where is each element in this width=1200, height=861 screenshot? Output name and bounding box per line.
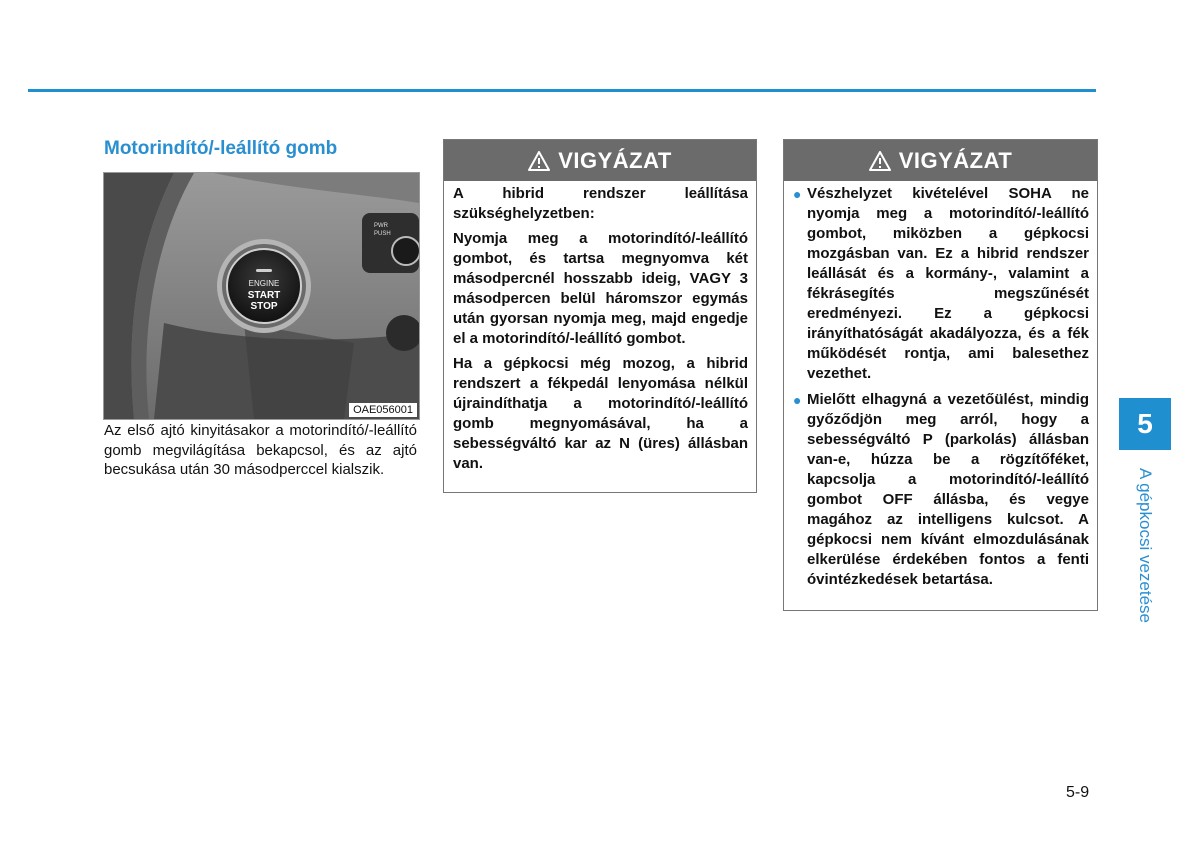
figure-code: OAE056001 xyxy=(349,403,417,417)
chapter-number-tab: 5 xyxy=(1119,398,1171,450)
bullet-icon: ● xyxy=(793,186,802,202)
bullet-icon: ● xyxy=(793,392,802,408)
caution-heading: VIGYÁZAT xyxy=(898,147,1013,173)
intro-text: Az első ajtó kinyitásakor a motorindító/-leállító gomb megvilágítása bekapcsol, és az ajtó becsukása után 30 másodperccel kialszik. xyxy=(104,422,417,478)
caution-header xyxy=(784,140,1097,181)
caution-heading: VIGYÁZAT xyxy=(558,147,672,173)
warning-triangle-icon xyxy=(869,151,891,171)
caution-box-right xyxy=(783,139,1098,611)
engine-start-stop-photo xyxy=(103,172,420,420)
section-title: Motorindító/-leállító gomb xyxy=(104,138,338,159)
svg-text:PUSH xyxy=(374,231,391,237)
svg-text:PWR xyxy=(374,223,389,229)
caution-bullet-item xyxy=(793,184,1089,384)
caution-bullet-item xyxy=(793,390,1089,590)
button-text-engine: ENGINE xyxy=(248,279,280,288)
caution-bullet-text: Vészhelyzet kivételével SOHA ne nyomja meg a motorindító/-leállító gombot, miközben a gépkocsi mozgásban van. Ez a hibrid rendszer leállását és a kormány-, valamint a fékrásegítés megszűnését eredményezi. Ez a gépkocsi irányíthatóságát akadályozza, és a fék működését rontja, ami balesethez vezethet. xyxy=(807,185,1089,382)
caution-paragraph: A hibrid rendszer leállítása szükséghelyzetben: xyxy=(453,185,748,222)
button-text-stop: STOP xyxy=(250,301,278,312)
button-text-start: START xyxy=(247,290,281,301)
caution-bullet-text: Mielőtt elhagyná a vezetőülést, mindig győződjön meg arról, hogy a sebességváltó P (parkolás) állásban van-e, húzza be a rögzítőféket, kapcsolja a motorindító/-leállító gombot OFF állásba, és vegye magához az intelligens kulcsot. A gépkocsi nem kívánt elmozdulásának elkerülése érdekében fontos a fenti óvintézkedések betartása. xyxy=(807,391,1089,588)
caution-box-left xyxy=(443,139,757,493)
side-button-label-2: PUSH xyxy=(374,231,391,237)
page-number: 5-9 xyxy=(1066,784,1090,801)
side-button-label-1: PWR xyxy=(374,223,388,229)
caution-header xyxy=(444,140,756,181)
caution-paragraph: Ha a gépkocsi még mozog, a hibrid rendszert a fékpedál lenyomása nélkül újraindíthatja a motorindító/-leállító gomb megnyomásával, ha a sebességváltó kar az N (üres) állásban van. xyxy=(453,355,748,472)
warning-triangle-icon xyxy=(528,151,550,171)
chapter-title: A gépkocsi vezetése xyxy=(1136,468,1155,623)
caution-paragraph: Nyomja meg a motorindító/-leállító gombot, és tartsa megnyomva két másodpercnél hosszabb ideig, VAGY 3 másodpercen belül háromszor egymás után gyorsan nyomja meg, majd engedje el a motorindító/-leállító gombot. xyxy=(453,230,748,347)
header-rule xyxy=(28,89,1096,92)
